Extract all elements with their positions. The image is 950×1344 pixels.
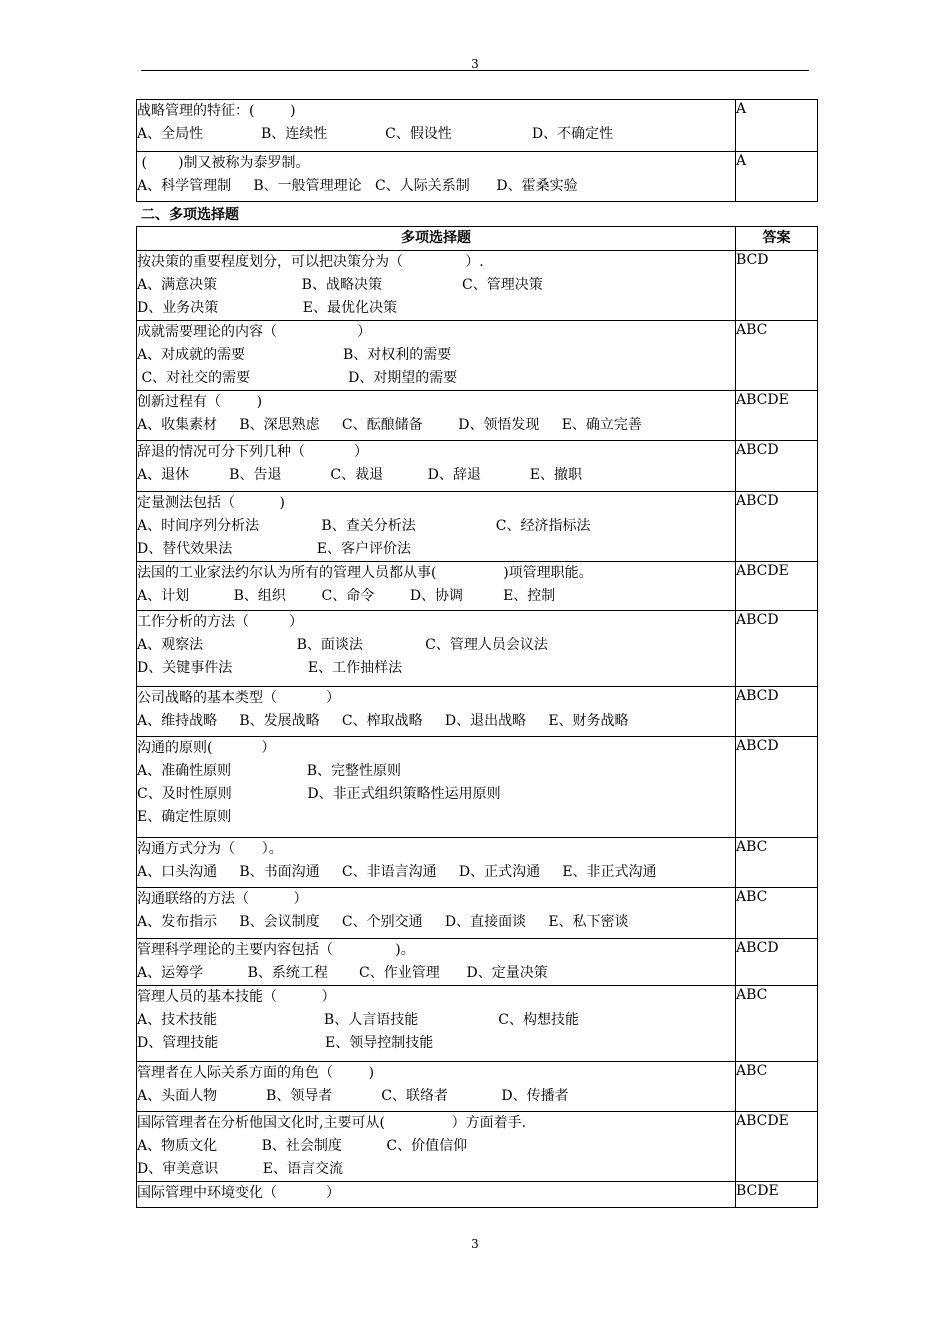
question-row	[137, 152, 818, 202]
question-cell	[137, 321, 736, 391]
answer-cell: ABCD	[736, 611, 818, 687]
question-options: A、发布指示 B、会议制度 C、个别交通 D、直接面谈 E、私下密谈	[137, 914, 629, 930]
question-options: D、关键事件法 E、工作抽样法	[137, 660, 403, 676]
question-stem: 沟通的原则( ）	[137, 740, 276, 756]
question-row	[137, 100, 818, 152]
single-choice-table	[136, 99, 818, 202]
answer-cell: ABC	[736, 986, 818, 1062]
question-cell	[137, 1112, 736, 1182]
answer-cell: BCDE	[736, 1182, 818, 1208]
question-options: D、审美意识 E、语言交流	[137, 1161, 343, 1177]
question-stem: 战略管理的特征：( )	[137, 103, 296, 119]
answer-cell: ABCDE	[736, 562, 818, 611]
question-options: A、头面人物 B、领导者 C、联络者 D、传播者	[137, 1088, 569, 1104]
question-stem: 创新过程有（ )	[137, 394, 263, 410]
question-cell	[137, 391, 736, 441]
question-row	[137, 321, 818, 391]
question-options: A、技术技能 B、人言语技能 C、构想技能	[137, 1012, 580, 1028]
question-stem: 国际管理者在分析他国文化时,主要可从( ）方面着手.	[137, 1115, 527, 1131]
question-cell	[137, 492, 736, 562]
question-row	[137, 1112, 818, 1182]
question-stem: 定量测法包括（ )	[137, 495, 285, 511]
question-stem: 成就需要理论的内容（ ）	[137, 324, 372, 340]
answer-cell: ABC	[736, 838, 818, 888]
header-question: 多项选择题	[137, 227, 736, 251]
question-options: C、及时性原则 D、非正式组织策略性运用原则	[137, 786, 501, 802]
answer-cell: ABC	[736, 888, 818, 939]
question-options: A、口头沟通 B、书面沟通 C、非语言沟通 D、正式沟通 E、非正式沟通	[137, 864, 657, 880]
question-row	[137, 492, 818, 562]
answer-cell: ABCD	[736, 687, 818, 737]
question-cell	[137, 737, 736, 838]
question-options: A、维持战略 B、发展战略 C、榨取战略 D、退出战略 E、财务战略	[137, 713, 629, 729]
question-row	[137, 939, 818, 986]
answer-cell: A	[736, 152, 818, 202]
question-row	[137, 441, 818, 492]
question-options: A、时间序列分析法 B、查关分析法 C、经济指标法	[137, 518, 591, 534]
answer-cell: ABC	[736, 1062, 818, 1112]
question-cell	[137, 251, 736, 321]
question-stem: 公司战略的基本类型（ ）	[137, 690, 340, 706]
question-stem: 法国的工业家法约尔认为所有的管理人员都从事( )项管理职能。	[137, 565, 593, 581]
answer-cell: ABCDE	[736, 391, 818, 441]
question-row	[137, 251, 818, 321]
question-stem: 工作分析的方法（ ）	[137, 614, 304, 630]
question-options: C、对社交的需要 D、对期望的需要	[137, 370, 458, 386]
question-cell	[137, 441, 736, 492]
question-stem: 管理科学理论的主要内容包括（ )。	[137, 942, 415, 958]
question-cell	[137, 152, 736, 202]
question-cell	[137, 1062, 736, 1112]
question-options: A、满意决策 B、战略决策 C、管理决策	[137, 277, 543, 293]
question-options: A、对成就的需要 B、对权利的需要	[137, 347, 452, 363]
question-cell	[137, 100, 736, 152]
question-options: A、全局性 B、连续性 C、假设性 D、不确定性	[137, 126, 614, 142]
question-cell	[137, 1182, 736, 1208]
question-cell	[137, 687, 736, 737]
question-stem: 沟通联络的方法（ ）	[137, 891, 308, 907]
question-options: A、收集素材 B、深思熟虑 C、酝酿储备 D、领悟发现 E、确立完善	[137, 417, 642, 433]
section-title-multiple-choice: 二、多项选择题	[141, 207, 239, 223]
question-options: A、运筹学 B、系统工程 C、作业管理 D、定量决策	[137, 965, 548, 981]
question-row	[137, 888, 818, 939]
answer-cell: ABCD	[736, 737, 818, 838]
question-stem: 沟通方式分为（ ）。	[137, 841, 283, 857]
answer-cell: A	[736, 100, 818, 152]
question-cell	[137, 939, 736, 986]
header-rule	[141, 70, 809, 71]
question-stem: 国际管理中环境变化（ ）	[137, 1185, 340, 1201]
question-row	[137, 1062, 818, 1112]
question-row	[137, 986, 818, 1062]
question-cell	[137, 562, 736, 611]
question-options: D、业务决策 E、最优化决策	[137, 300, 397, 316]
question-options: D、替代效果法 E、客户评价法	[137, 541, 411, 557]
question-row	[137, 611, 818, 687]
question-cell	[137, 611, 736, 687]
question-options: A、观察法 B、面谈法 C、管理人员会议法	[137, 637, 548, 653]
question-stem: 按决策的重要程度划分，可以把决策分为（ ）.	[137, 254, 484, 270]
question-row	[137, 838, 818, 888]
answer-cell: ABCD	[736, 492, 818, 562]
question-options: A、准确性原则 B、完整性原则	[137, 763, 402, 779]
question-cell	[137, 986, 736, 1062]
page-number-top: 3	[471, 57, 479, 71]
question-options: E、确定性原则	[137, 809, 232, 825]
answer-cell: ABC	[736, 321, 818, 391]
answer-cell: BCD	[736, 251, 818, 321]
question-cell	[137, 838, 736, 888]
page-number-bottom: 3	[471, 1237, 479, 1251]
question-options: D、管理技能 E、领导控制技能	[137, 1035, 434, 1051]
answer-cell: ABCDE	[736, 1112, 818, 1182]
answer-cell: ABCD	[736, 441, 818, 492]
question-stem: 管理者在人际关系方面的角色（ )	[137, 1065, 375, 1081]
question-options: A、物质文化 B、社会制度 C、价值信仰	[137, 1138, 468, 1154]
question-stem: 管理人员的基本技能（ ）	[137, 989, 336, 1005]
question-options: A、退休 B、告退 C、裁退 D、辞退 E、撤职	[137, 467, 583, 483]
question-options: A、科学管理制 B、一般管理理论 C、人际关系制 D、霍桑实验	[137, 178, 578, 194]
multiple-choice-table	[136, 226, 818, 1208]
question-row	[137, 1182, 818, 1208]
answer-cell: ABCD	[736, 939, 818, 986]
question-row	[137, 391, 818, 441]
question-row	[137, 737, 818, 838]
question-stem: 辞退的情况可分下列几种（ ）	[137, 444, 368, 460]
question-options: A、计划 B、组织 C、命令 D、协调 E、控制	[137, 588, 556, 604]
table-header-row	[137, 227, 818, 251]
question-stem: ( )制又被称为泰罗制。	[137, 155, 310, 171]
question-cell	[137, 888, 736, 939]
question-row	[137, 687, 818, 737]
question-row	[137, 562, 818, 611]
header-answer: 答案	[736, 227, 818, 251]
